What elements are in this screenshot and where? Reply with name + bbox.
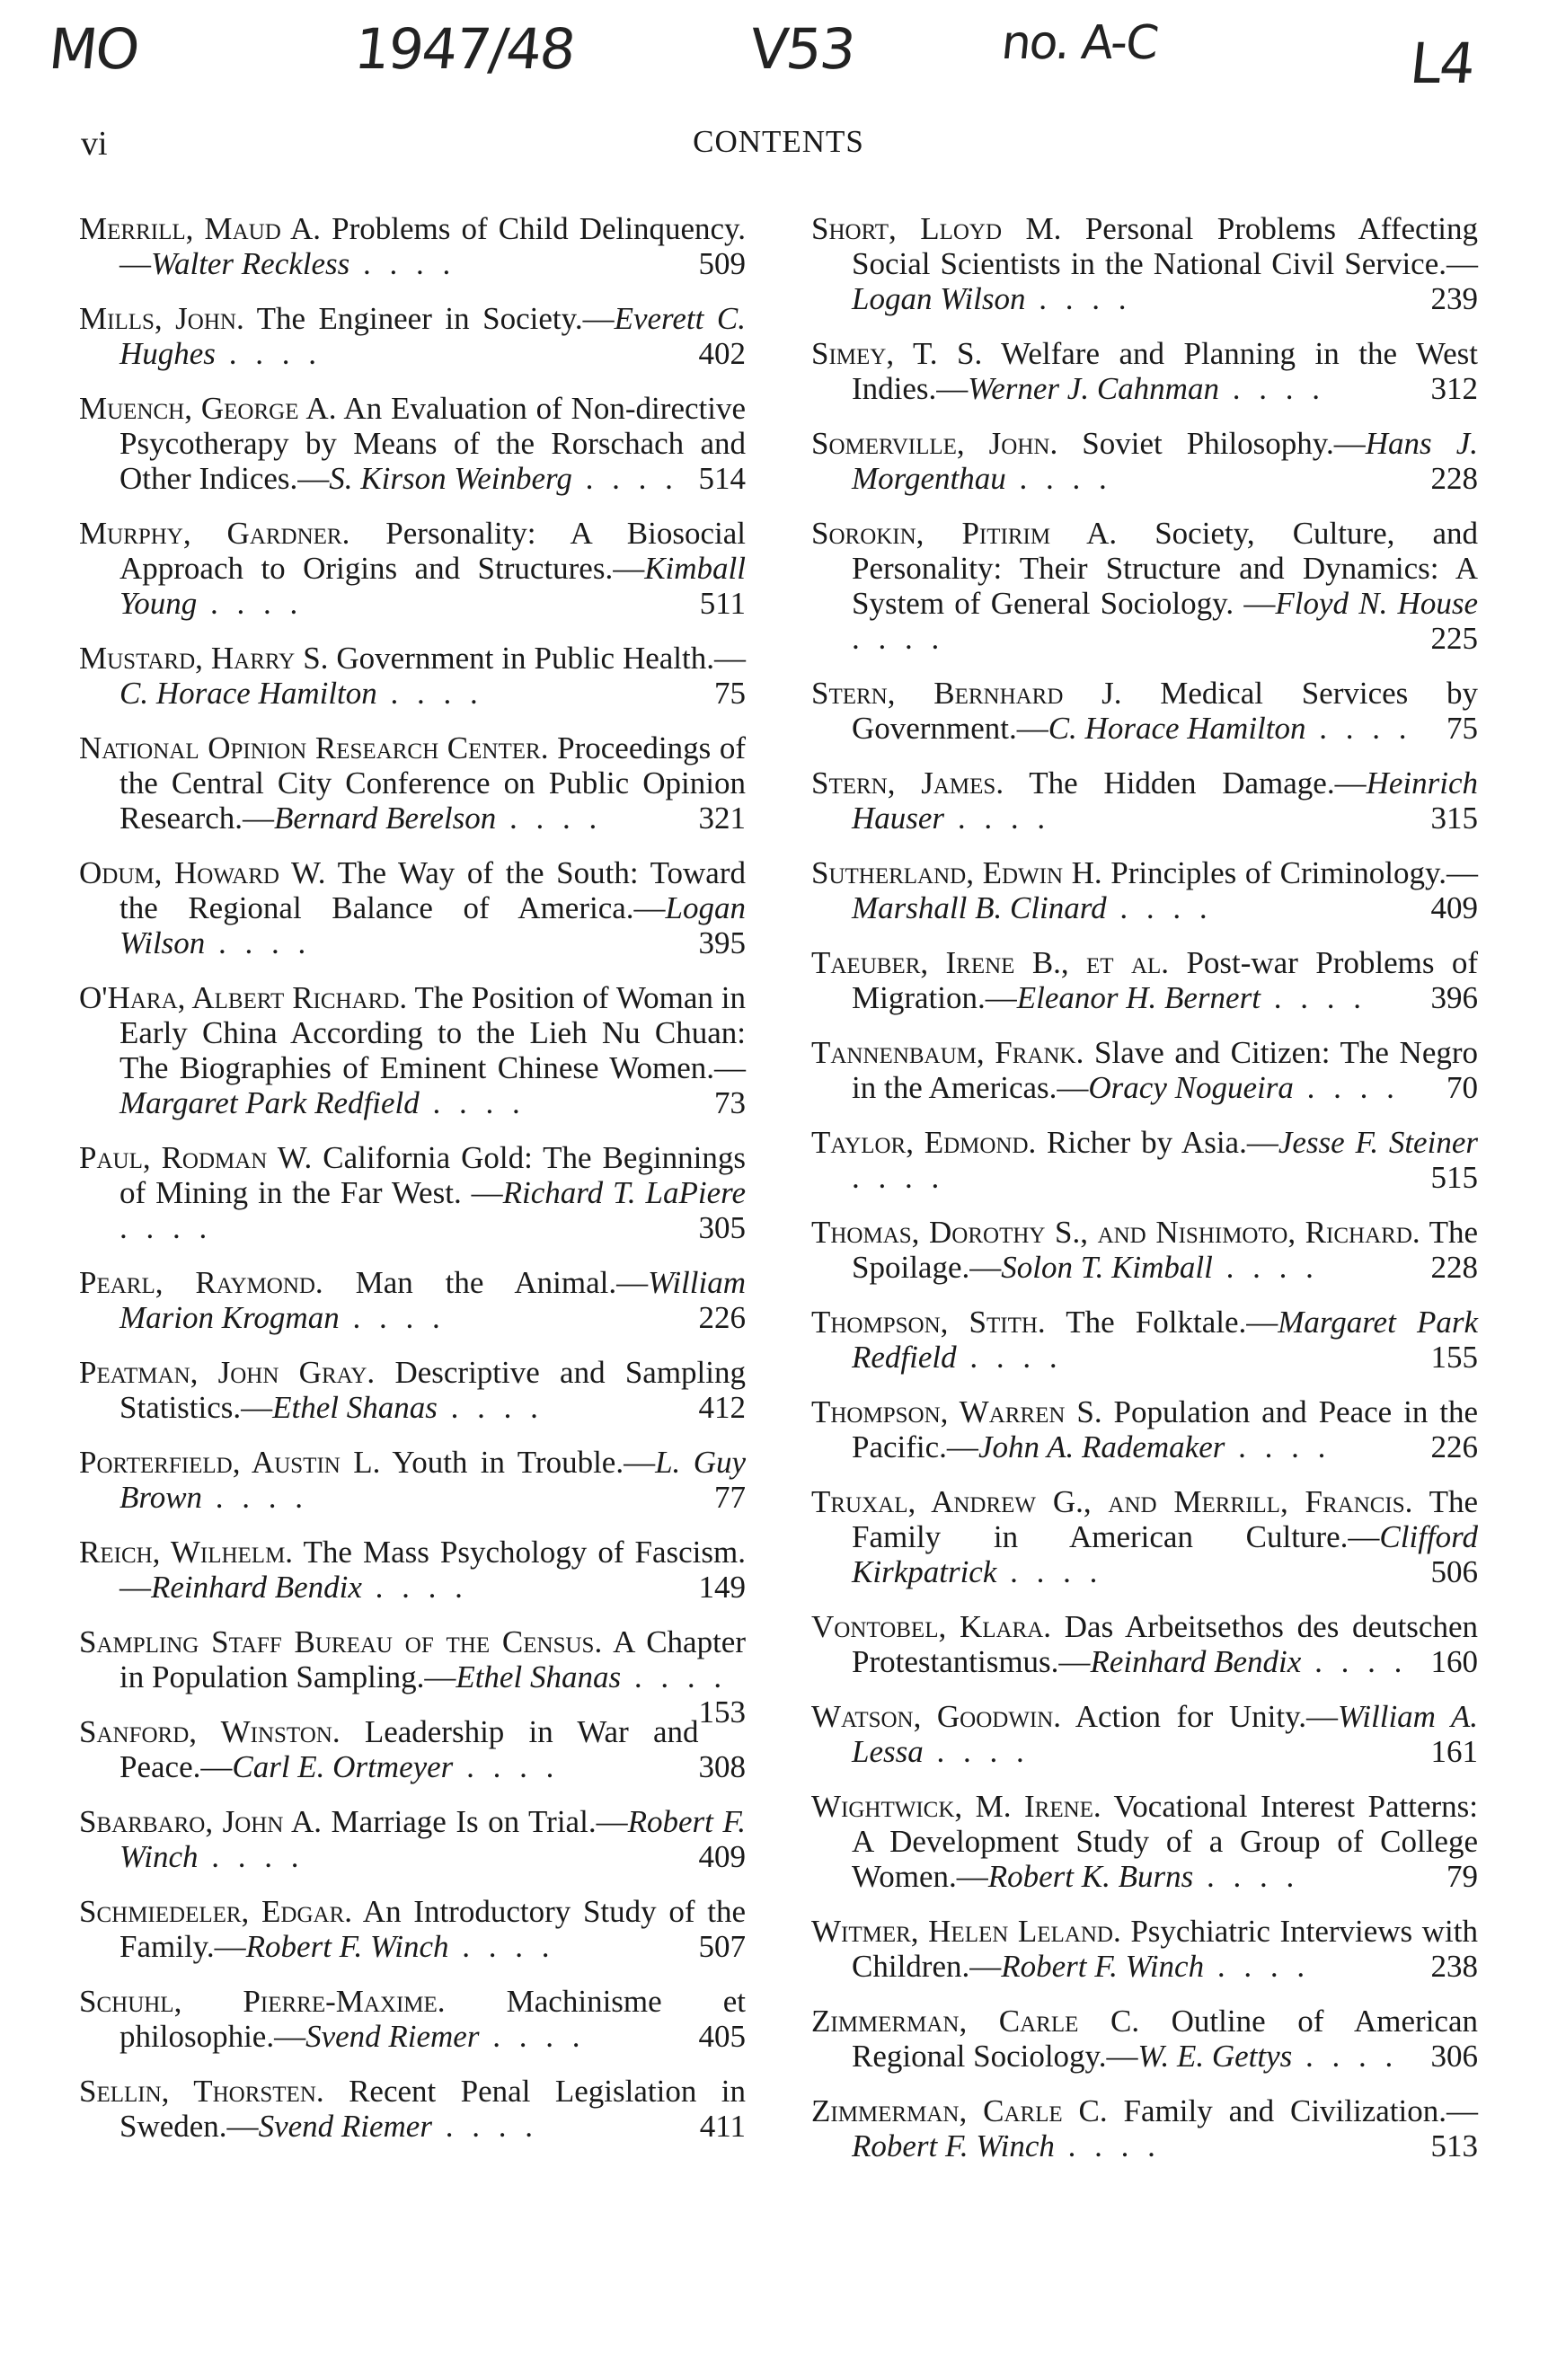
entry-reviewer: Reinhard Bendix [1090, 1644, 1302, 1679]
handwritten-note: L4 [1407, 31, 1477, 96]
entry-author: Stern, Bernhard J. [811, 676, 1122, 711]
entry-page-number: 228 [1430, 1250, 1478, 1285]
entry-title: The Spoilage.— [852, 1215, 1478, 1285]
contents-entry [811, 1914, 1478, 1984]
contents-entry [811, 426, 1478, 496]
entry-reviewer: Ethel Shanas [456, 1659, 622, 1694]
entry-reviewer: Floyd N. House [1275, 586, 1478, 621]
entry-title: The Family in American Culture.— [852, 1484, 1478, 1554]
entry-page-number: 402 [698, 336, 746, 371]
entry-leader-dots: . . . . [1212, 1250, 1319, 1285]
handwritten-note: MO [46, 16, 142, 82]
entry-title: Soviet Philosophy.— [1082, 426, 1366, 461]
entry-author: Stern, James. [811, 765, 1004, 801]
entry-reviewer: Werner J. Cahnman [968, 371, 1219, 406]
entry-reviewer: Eleanor H. Bernert [1016, 980, 1261, 1015]
entry-author: Thompson, Stith. [811, 1305, 1046, 1340]
entry-leader-dots: . . . . [956, 1340, 1063, 1375]
entry-page-number: 506 [1430, 1554, 1478, 1589]
entry-leader-dots: . . . . [1305, 711, 1412, 746]
contents-entry [79, 1984, 746, 2054]
entry-leader-dots: . . . . [852, 1160, 945, 1195]
entry-reviewer: W. E. Gettys [1137, 2039, 1293, 2074]
entry-page-number: 77 [714, 1480, 746, 1515]
entry-author: Thomas, Dorothy S., and Nishimoto, Richard. [811, 1215, 1420, 1250]
entry-reviewer: Svend Riemer [305, 2019, 480, 2054]
entry-page-number: 395 [698, 925, 746, 960]
entry-author: O'Hara, Albert Richard. [79, 980, 408, 1015]
contents-entry [79, 391, 746, 496]
entry-title: Medical Services by Government.— [852, 676, 1479, 746]
entry-author: Paul, Rodman W. [79, 1140, 313, 1175]
entry-reviewer: Solon T. Kimball [1001, 1250, 1213, 1285]
contents-entry [811, 1484, 1478, 1589]
entry-leader-dots: . . . . [202, 1480, 309, 1515]
entry-leader-dots: . . . . [197, 586, 304, 621]
entry-reviewer: Heinrich Hauser [852, 765, 1478, 836]
entry-leader-dots: . . . . [349, 246, 456, 281]
entry-title: A Chapter in Population Sampling.— [119, 1624, 746, 1694]
entry-title: Recent Penal Legislation in Sweden.— [119, 2074, 746, 2144]
entry-leader-dots: . . . . [479, 2019, 586, 2054]
contents-entry [811, 1035, 1478, 1105]
entry-page-number: 238 [1430, 1949, 1478, 1984]
contents-entry [79, 730, 746, 836]
handwritten-note: 1947/48 [351, 16, 578, 82]
entry-author: Thompson, Warren S. [811, 1394, 1102, 1429]
entry-reviewer: C. Horace Hamilton [1048, 711, 1306, 746]
entry-leader-dots: . . . . [448, 1929, 555, 1964]
entry-reviewer: Walter Reckless [151, 246, 350, 281]
contents-entry [79, 2074, 746, 2144]
entry-leader-dots: . . . . [453, 1749, 560, 1784]
entry-leader-dots: . . . . [1292, 2039, 1399, 2074]
contents-entry [811, 945, 1478, 1015]
entry-author: Schuhl, Pierre-Maxime. [79, 1984, 446, 2019]
entry-leader-dots: . . . . [852, 621, 945, 656]
entry-title: Youth in Trouble.— [392, 1445, 656, 1480]
entry-title: The Way of the South: Toward the Regional Balance of America.— [119, 855, 746, 925]
entry-reviewer: Carl E. Ortmeyer [232, 1749, 454, 1784]
entry-leader-dots: . . . . [1225, 1429, 1331, 1464]
contents-entry [811, 211, 1478, 316]
entry-author: Vontobel, Klara. [811, 1609, 1052, 1644]
entry-reviewer: Ethel Shanas [272, 1390, 438, 1425]
entry-page-number: 160 [1430, 1644, 1478, 1679]
entry-leader-dots: . . . . [571, 461, 678, 496]
handwritten-note: no. A-C [998, 16, 1160, 70]
entry-page-number: 155 [1430, 1340, 1478, 1375]
entry-author: Somerville, John. [811, 426, 1058, 461]
entry-title: Descriptive and Sampling Statistics.— [119, 1355, 746, 1425]
entry-reviewer: Everett C. Hughes [119, 301, 746, 371]
entry-page-number: 409 [1430, 890, 1478, 925]
entry-page-number: 315 [1430, 801, 1478, 836]
entry-reviewer: Robert F. Winch [245, 1929, 449, 1964]
entry-page-number: 226 [1430, 1429, 1478, 1464]
contents-entry [79, 1355, 746, 1425]
entry-reviewer: William A. Lessa [852, 1699, 1478, 1769]
entry-reviewer: Robert F. Winch [119, 1804, 746, 1874]
entry-author: Murphy, Gardner. [79, 516, 350, 551]
entry-reviewer: William Marion Krogman [119, 1265, 747, 1335]
entry-title: Man the Animal.— [355, 1265, 649, 1300]
entry-title: Das Arbeitsethos des deutschen Protestantismus.— [852, 1609, 1478, 1679]
entry-reviewer: Jesse F. Steiner [1278, 1125, 1478, 1160]
entry-author: Zimmerman, Carle C. [811, 2093, 1108, 2128]
entry-author: National Opinion Research Center. [79, 730, 549, 765]
entry-page-number: 73 [714, 1085, 746, 1120]
entry-title: Problems of Child Delinquency.— [119, 211, 747, 281]
entry-author: Peatman, John Gray. [79, 1355, 376, 1390]
entry-author: Witmer, Helen Leland. [811, 1914, 1121, 1949]
entry-reviewer: Clifford Kirkpatrick [852, 1519, 1478, 1589]
entry-leader-dots: . . . . [215, 336, 322, 371]
entry-title: Principles of Criminology.— [1110, 855, 1479, 890]
entry-leader-dots: . . . . [496, 801, 603, 836]
entry-page-number: 149 [698, 1570, 746, 1605]
entry-page-number: 228 [1430, 461, 1478, 496]
entry-leader-dots: . . . . [1005, 461, 1112, 496]
left-column [79, 211, 746, 2163]
entry-author: Sorokin, Pitirim A. [811, 516, 1118, 551]
entry-title: Vocational Interest Patterns: A Development Study of a Group of College Women.— [852, 1789, 1478, 1894]
entry-title: Marriage Is on Trial.— [331, 1804, 628, 1839]
entry-author: Odum, Howard W. [79, 855, 326, 890]
contents-entry [811, 2004, 1478, 2074]
entry-title: Outline of American Regional Sociology.— [852, 2004, 1478, 2074]
entry-page-number: 412 [698, 1390, 746, 1425]
contents-entry [79, 1535, 746, 1605]
contents-entry [811, 1215, 1478, 1285]
contents-entry [811, 1125, 1478, 1195]
contents-entry [79, 1804, 746, 1874]
entry-author: Merrill, Maud A. [79, 211, 321, 246]
contents-entry [79, 1445, 746, 1515]
entry-author: Pearl, Raymond. [79, 1265, 323, 1300]
entry-page-number: 305 [698, 1210, 746, 1245]
entry-title: Personality: A Biosocial Approach to Origins and Structures.— [119, 516, 746, 586]
entry-leader-dots: . . . . [361, 1570, 468, 1605]
entry-author: Taylor, Edmond. [811, 1125, 1037, 1160]
entry-reviewer: Hans J. Morgenthau [852, 426, 1479, 496]
handwritten-annotations [0, 16, 1557, 133]
entry-leader-dots: . . . . [1260, 980, 1367, 1015]
contents-entry [811, 1789, 1478, 1894]
contents-entry [79, 301, 746, 371]
entry-page-number: 75 [714, 676, 746, 711]
entry-page-number: 225 [1430, 621, 1478, 656]
entry-page-number: 515 [1430, 1160, 1478, 1195]
entry-leader-dots: . . . . [1293, 1070, 1400, 1105]
entry-title: Richer by Asia.— [1047, 1125, 1278, 1160]
contents-entry [79, 1894, 746, 1964]
entry-page-number: 79 [1446, 1859, 1478, 1894]
entry-reviewer: Robert F. Winch [1001, 1949, 1205, 1984]
entry-reviewer: C. Horace Hamilton [119, 676, 377, 711]
entry-leader-dots: . . . . [1204, 1949, 1311, 1984]
entry-reviewer: Robert F. Winch [852, 2128, 1055, 2163]
entry-title: An Evaluation of Non-directive Psycotherapy by Means of the Rorschach and Other Indices.— [119, 391, 746, 496]
contents-entry [79, 855, 746, 960]
entry-title: Welfare and Planning in the West Indies.— [852, 336, 1478, 406]
contents-entry [79, 641, 746, 711]
entry-leader-dots: . . . . [923, 1734, 1030, 1769]
entry-leader-dots: . . . . [621, 1659, 728, 1694]
entry-title: An Introductory Study of the Family.— [119, 1894, 746, 1964]
entry-author: Wightwick, M. Irene. [811, 1789, 1101, 1824]
entry-title: Post-war Problems of Migration.— [852, 945, 1479, 1015]
entry-leader-dots: . . . . [339, 1300, 446, 1335]
entry-title: Society, Culture, and Personality: Their Structure and Dynamics: A System of General Sociology. — [852, 516, 1478, 621]
page-number: vi [81, 125, 108, 163]
entry-page-number: 312 [1430, 371, 1478, 406]
entry-leader-dots: . . . . [205, 925, 312, 960]
entry-page-number: 161 [1430, 1734, 1478, 1769]
entry-leader-dots: . . . . [1193, 1859, 1300, 1894]
contents-entry [811, 1699, 1478, 1769]
entry-page-number: 226 [698, 1300, 746, 1335]
entry-leader-dots: . . . . [1106, 890, 1213, 925]
entry-page-number: 507 [698, 1929, 746, 1964]
entry-title: The Hidden Damage.— [1029, 765, 1367, 801]
right-column [811, 211, 1478, 2183]
entry-reviewer: Logan Wilson [119, 890, 746, 960]
entry-page-number: 70 [1446, 1070, 1478, 1105]
entry-author: Muench, George A. [79, 391, 337, 426]
entry-author: Simey, T. S. [811, 336, 983, 371]
entry-author: Sampling Staff Bureau of the Census. [79, 1624, 603, 1659]
entry-reviewer: Marshall B. Clinard [852, 890, 1107, 925]
entry-leader-dots: . . . . [198, 1839, 305, 1874]
entry-leader-dots: . . . . [419, 1085, 526, 1120]
entry-reviewer: Svend Riemer [258, 2109, 432, 2144]
page-header [0, 124, 1557, 178]
entry-page-number: 308 [698, 1749, 746, 1784]
entry-title: Machinisme et philosophie.— [119, 1984, 747, 2054]
contents-entry [811, 1305, 1478, 1375]
entry-author: Short, Lloyd M. [811, 211, 1062, 246]
entry-page-number: 514 [698, 461, 746, 496]
entry-title: Psychiatric Interviews with Children.— [852, 1914, 1479, 1984]
entry-leader-dots: . . . . [1301, 1644, 1408, 1679]
entry-reviewer: Logan Wilson [852, 281, 1026, 316]
entry-title: The Position of Woman in Early China According to the Lieh Nu Chuan: The Biographies of Eminent Chinese Women.— [119, 980, 746, 1085]
entry-leader-dots: . . . . [376, 676, 483, 711]
contents-entry [79, 1714, 746, 1784]
entry-page-number: 405 [698, 2019, 746, 2054]
entry-title: Population and Peace in the Pacific.— [852, 1394, 1479, 1464]
entry-leader-dots: . . . . [996, 1554, 1103, 1589]
entry-leader-dots: . . . . [1054, 2128, 1161, 2163]
entry-author: Mustard, Harry S. [79, 641, 329, 676]
entry-author: Tannenbaum, Frank. [811, 1035, 1084, 1070]
entry-page-number: 409 [698, 1839, 746, 1874]
entry-page-number: 306 [1430, 2039, 1478, 2074]
entry-reviewer: Oracy Nogueira [1088, 1070, 1294, 1105]
page-title: CONTENTS [693, 124, 864, 159]
entry-author: Sutherland, Edwin H. [811, 855, 1102, 890]
entry-page-number: 513 [1430, 2128, 1478, 2163]
entry-page-number: 321 [698, 801, 746, 836]
entry-leader-dots: . . . . [431, 2109, 538, 2144]
entry-reviewer: Margaret Park Redfield [119, 1085, 420, 1120]
contents-entry [79, 1140, 746, 1245]
entry-title: Family and Civilization.— [1123, 2093, 1478, 2128]
entry-page-number: 396 [1430, 980, 1478, 1015]
contents-entry [811, 765, 1478, 836]
contents-entry [811, 2093, 1478, 2163]
contents-entry [811, 1609, 1478, 1679]
entry-leader-dots: . . . . [437, 1390, 544, 1425]
entry-reviewer: John A. Rademaker [978, 1429, 1225, 1464]
entry-title: Action for Unity.— [1075, 1699, 1339, 1734]
entry-title: The Engineer in Society.— [256, 301, 615, 336]
contents-entry [811, 516, 1478, 656]
entry-reviewer: Robert K. Burns [987, 1859, 1194, 1894]
entry-page-number: 511 [699, 586, 746, 621]
entry-author: Mills, John. [79, 301, 244, 336]
entry-reviewer: Bernard Berelson [274, 801, 497, 836]
contents-entry [811, 855, 1478, 925]
entry-page-number: 411 [699, 2109, 746, 2144]
entry-page-number: 509 [698, 246, 746, 281]
entry-author: Taeuber, Irene B., et al. [811, 945, 1170, 980]
entry-title: Leadership in War and Peace.— [119, 1714, 699, 1784]
contents-entry [811, 676, 1478, 746]
entry-page-number: 75 [1446, 711, 1478, 746]
entry-reviewer: Kimball Young [119, 551, 746, 621]
entry-author: Schmiedeler, Edgar. [79, 1894, 352, 1929]
contents-entry [79, 211, 746, 281]
entry-title: Personal Problems Affecting Social Scientists in the National Civil Service.— [852, 211, 1479, 281]
entry-reviewer: L. Guy Brown [119, 1445, 746, 1515]
entry-leader-dots: . . . . [1025, 281, 1132, 316]
entry-reviewer: Reinhard Bendix [151, 1570, 362, 1605]
contents-entry [79, 1624, 746, 1730]
entry-author: Porterfield, Austin L. [79, 1445, 381, 1480]
contents-columns [79, 211, 1499, 2349]
handwritten-note: V53 [747, 16, 858, 82]
entry-author: Sbarbaro, John A. [79, 1804, 323, 1839]
entry-reviewer: Richard T. LaPiere [502, 1175, 747, 1210]
entry-leader-dots: . . . . [1218, 371, 1325, 406]
entry-page-number: 239 [1430, 281, 1478, 316]
entry-leader-dots: . . . . [119, 1210, 213, 1245]
contents-entry [79, 516, 746, 621]
entry-title: Slave and Citizen: The Negro in the Americas.— [852, 1035, 1479, 1105]
contents-entry [79, 1265, 746, 1335]
entry-leader-dots: . . . . [944, 801, 1051, 836]
entry-page-number: 153 [698, 1694, 746, 1730]
contents-entry [79, 980, 746, 1120]
contents-entry [811, 1394, 1478, 1464]
entry-author: Zimmerman, Carle C. [811, 2004, 1140, 2039]
entry-title: The Mass Psychology of Fascism.— [119, 1535, 747, 1605]
contents-entry [811, 336, 1478, 406]
entry-author: Sanford, Winston. [79, 1714, 341, 1749]
entry-author: Truxal, Andrew G., and Merrill, Francis. [811, 1484, 1413, 1519]
entry-title: Government in Public Health.— [336, 641, 747, 676]
entry-reviewer: Margaret Park Redfield [852, 1305, 1478, 1375]
entry-title: California Gold: The Beginnings of Mining in the Far West. — [119, 1140, 746, 1210]
entry-author: Reich, Wilhelm. [79, 1535, 294, 1570]
entry-title: The Folktale.— [1066, 1305, 1278, 1340]
entry-reviewer: S. Kirson Weinberg [329, 461, 572, 496]
entry-author: Sellin, Thorsten. [79, 2074, 324, 2109]
entry-title: Proceedings of the Central City Conference on Public Opinion Research.— [119, 730, 747, 836]
entry-author: Watson, Goodwin. [811, 1699, 1062, 1734]
